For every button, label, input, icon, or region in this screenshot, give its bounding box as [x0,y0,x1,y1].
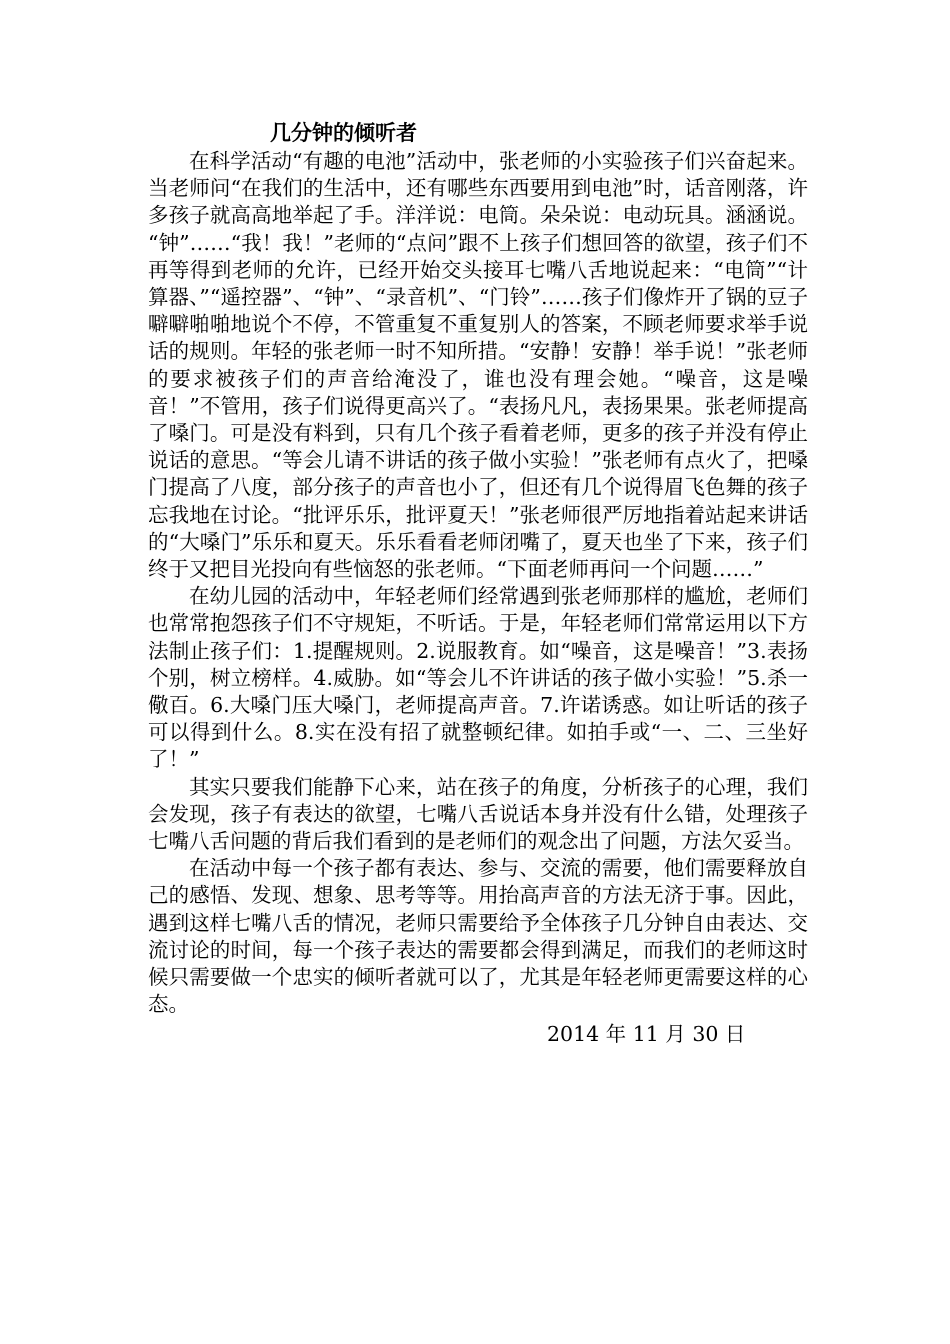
paragraph-2: 在幼儿园的活动中，年轻老师们经常遇到张老师那样的尴尬，老师们也常常抱怨孩子们不守规矩，不听话。于是，年轻老师们常常运用以下方法制止孩子们：1.提醒规则。2.说服教育。如“噪音，这是噪音！”3.表扬个别，树立榜样。4.威胁。如“等会儿不许讲话的孩子做小实验！”5.杀一儆百。6.大嗓门压大嗓门，老师提高声音。7.许诺诱惑。如让听话的孩子可以得到什么。8.实在没有招了就整顿纪律。如拍手或“一、二、三坐好了！” [148,584,808,772]
document-title: 几分钟的倾听者 [270,120,417,145]
paragraph-4: 在活动中每一个孩子都有表达、参与、交流的需要，他们需要释放自己的感悟、发现、想象、思考等等。用抬高声音的方法无济于事。因此，遇到这样七嘴八舌的情况，老师只需要给予全体孩子几分钟自由表达、交流讨论的时间，每一个孩子表达的需要都会得到满足，而我们的老师这时候只需要做一个忠实的倾听者就可以了，尤其是年轻老师更需要这样的心态。 [148,856,808,1017]
paragraph-1: 在科学活动“有趣的电池”活动中，张老师的小实验孩子们兴奋起来。当老师问“在我们的生活中，还有哪些东西要用到电池”时，话音刚落，许多孩子就高高地举起了手。洋洋说：电筒。朵朵说：电动玩具。涵涵说。 “钟”……“我！我！”老师的“点问”跟不上孩子们想回答的欲望，孩子们不再等得到老师的允许，已经开始交头接耳七嘴八舌地说起来：“电筒”“计算器、”“遥控器”、“钟”、“录音机”、“门铃”……孩子们像炸开了锅的豆子噼噼啪啪地说个不停，不管重复不重复别人的答案，不顾老师要求举手说话的规则。年轻的张老师一时不知所措。“安静！安静！举手说！”张老师的要求被孩子们的声音给淹没了，谁也没有理会她。“噪音，这是噪音！”不管用，孩子们说得更高兴了。“表扬凡凡，表扬果果。张老师提高了嗓门。可是没有料到，只有几个孩子看着老师，更多的孩子并没有停止说话的意思。“等会儿请不讲话的孩子做小实验！”张老师有点火了，把嗓门提高了八度，部分孩子的声音也小了，但还有几个说得眉飞色舞的孩子忘我地在讨论。“批评乐乐，批评夏天！”张老师很严厉地指着站起来讲话的“大嗓门”乐乐和夏天。乐乐看看老师闭嘴了，夏天也坐了下来，孩子们终于又把目光投向有些恼怒的张老师。“下面老师再问一个问题……” [148,149,808,582]
document-date: 2014 年 11 月 30 日 [547,1022,746,1046]
paragraph-3: 其实只要我们能静下心来，站在孩子的角度，分析孩子的心理，我们会发现，孩子有表达的欲望，七嘴八舌说话本身并没有什么错，处理孩子七嘴八舌问题的背后我们看到的是老师们的观念出了问题，方法欠妥当。 [148,774,808,854]
document-body [148,148,808,1019]
